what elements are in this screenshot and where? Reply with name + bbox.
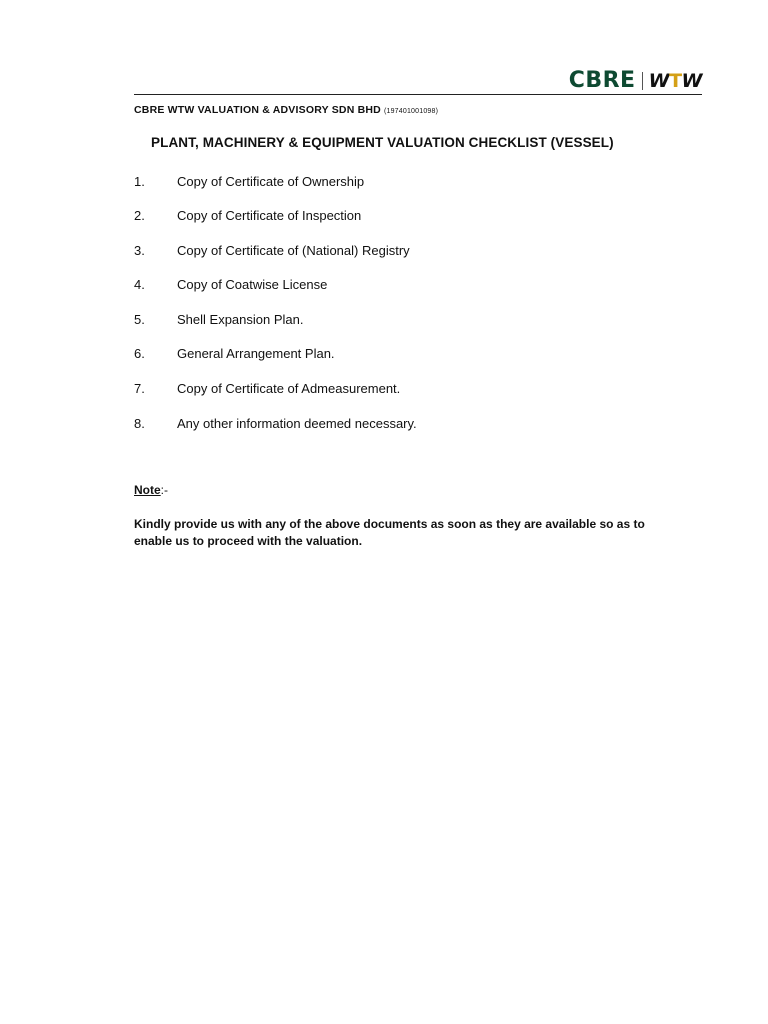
company-registration: (197401001098) [383, 108, 439, 115]
checklist-item-text: Copy of Certificate of Inspection [177, 208, 362, 223]
checklist-item-number: 4. [134, 277, 145, 292]
company-logo [569, 68, 702, 94]
checklist-item-text: Copy of Certificate of (National) Registry [177, 243, 410, 258]
page-title: PLANT, MACHINERY & EQUIPMENT VALUATION CHECKLIST (VESSEL) [151, 135, 614, 150]
note-label-text: Note [134, 483, 161, 497]
page-header [134, 66, 702, 96]
checklist-item-text: Copy of Certificate of Admeasurement. [177, 381, 401, 396]
checklist-item-text: Copy of Coatwise License [177, 277, 328, 292]
checklist-item-number: 8. [134, 416, 145, 431]
checklist-item-number: 6. [134, 346, 145, 361]
checklist-item-text: Any other information deemed necessary. [177, 416, 417, 431]
checklist-item-text: Shell Expansion Plan. [177, 312, 304, 327]
checklist-item-number: 3. [134, 243, 145, 258]
cbre-logo-text: CBRE [568, 68, 636, 93]
company-name-line [134, 104, 438, 116]
checklist-item-text: General Arrangement Plan. [177, 346, 335, 361]
note-label [134, 483, 168, 497]
note-label-suffix: :- [160, 483, 169, 497]
wtw-logo-text [648, 69, 702, 92]
wtw-logo-right: W [681, 69, 702, 92]
checklist-item-number: 1. [134, 174, 145, 189]
checklist-item-number: 7. [134, 381, 145, 396]
note-body: Kindly provide us with any of the above documents as soon as they are available so as to enable us to proceed with the valuation. [134, 517, 645, 548]
wtw-logo-left: W [648, 69, 670, 92]
wtw-logo-mid: T [669, 69, 682, 92]
checklist-item-number: 2. [134, 208, 145, 223]
logo-separator [642, 72, 643, 90]
checklist-item-number: 5. [134, 312, 145, 327]
header-divider [134, 94, 702, 95]
company-name: CBRE WTW VALUATION & ADVISORY SDN BHD [134, 104, 381, 116]
checklist-item-text: Copy of Certificate of Ownership [177, 174, 365, 189]
